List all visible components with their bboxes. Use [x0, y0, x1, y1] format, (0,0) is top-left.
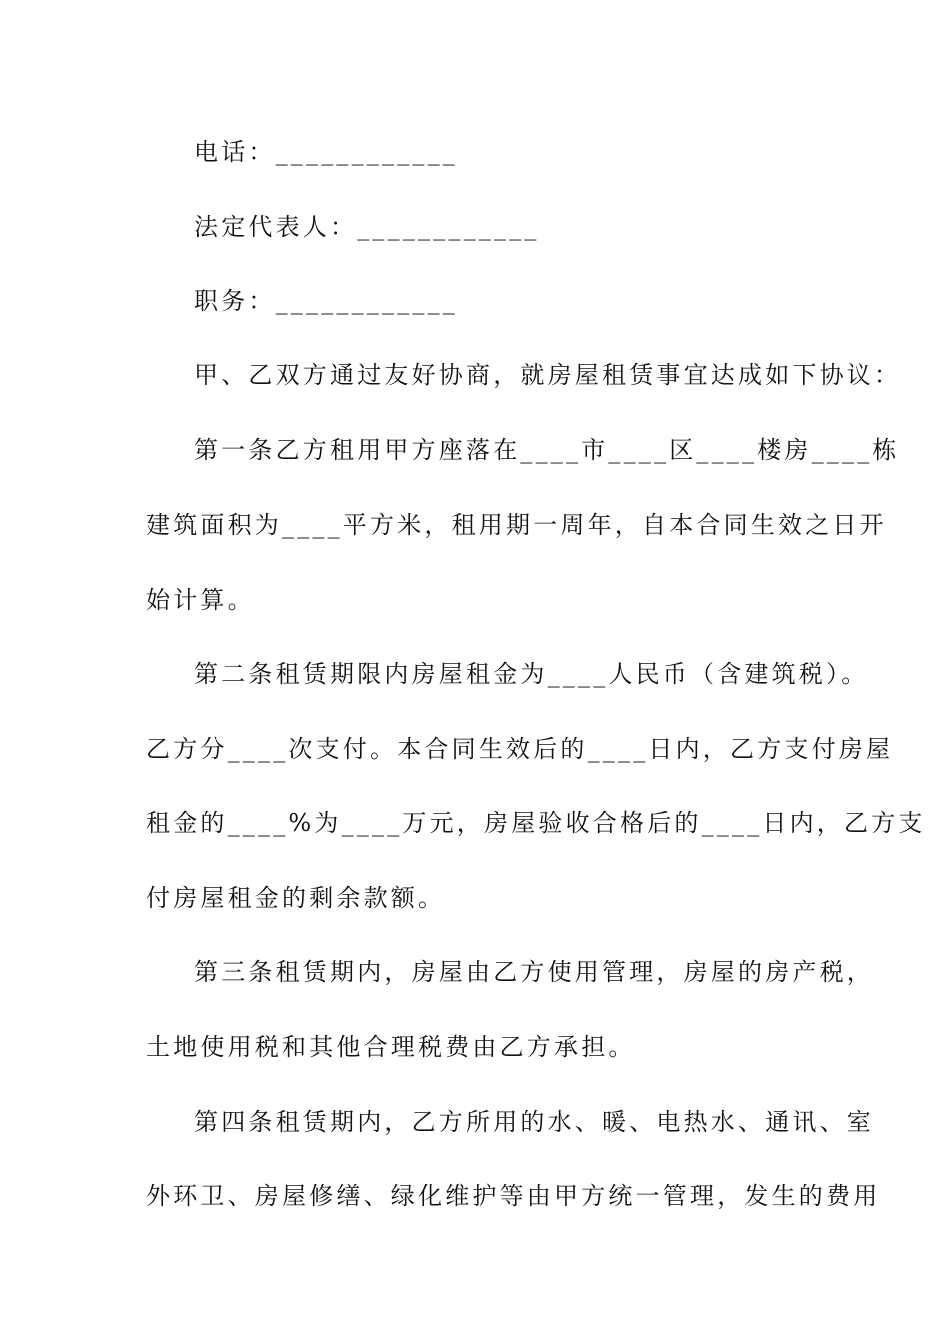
article-1-line-2: 建筑面积为____平方米，租用期一周年，自本合同生效之日开 [146, 511, 887, 539]
position-field-line: 职务：____________ [194, 287, 458, 315]
phone-field-line: 电话：____________ [194, 138, 458, 166]
article-3-line-2: 土地使用税和其他合理税费由乙方承担。 [146, 1033, 636, 1061]
article-2-line-1: 第二条租赁期限内房屋租金为____人民币（含建筑税）。 [194, 660, 869, 688]
article-1-line-1: 第一条乙方租用甲方座落在____市____区____楼房____栋 [194, 436, 900, 464]
article-2-line-3: 租金的____%为____万元，房屋验收合格后的____日内，乙方支 [146, 809, 926, 837]
article-1-line-3: 始计算。 [146, 586, 255, 614]
article-2-line-2: 乙方分____次支付。本合同生效后的____日内，乙方支付房屋 [146, 735, 894, 763]
article-4-line-2: 外环卫、房屋修缮、绿化维护等由甲方统一管理，发生的费用 [146, 1182, 881, 1210]
article-3-line-1: 第三条租赁期内，房屋由乙方使用管理，房屋的房产税， [194, 958, 874, 986]
legal-representative-field-line: 法定代表人：____________ [194, 213, 540, 241]
article-2-line-4: 付房屋租金的剩余款额。 [146, 884, 446, 912]
agreement-intro-line: 甲、乙双方通过友好协商，就房屋租赁事宜达成如下协议： [194, 361, 902, 389]
article-4-line-1: 第四条租赁期内，乙方所用的水、暖、电热水、通讯、室 [194, 1108, 874, 1136]
